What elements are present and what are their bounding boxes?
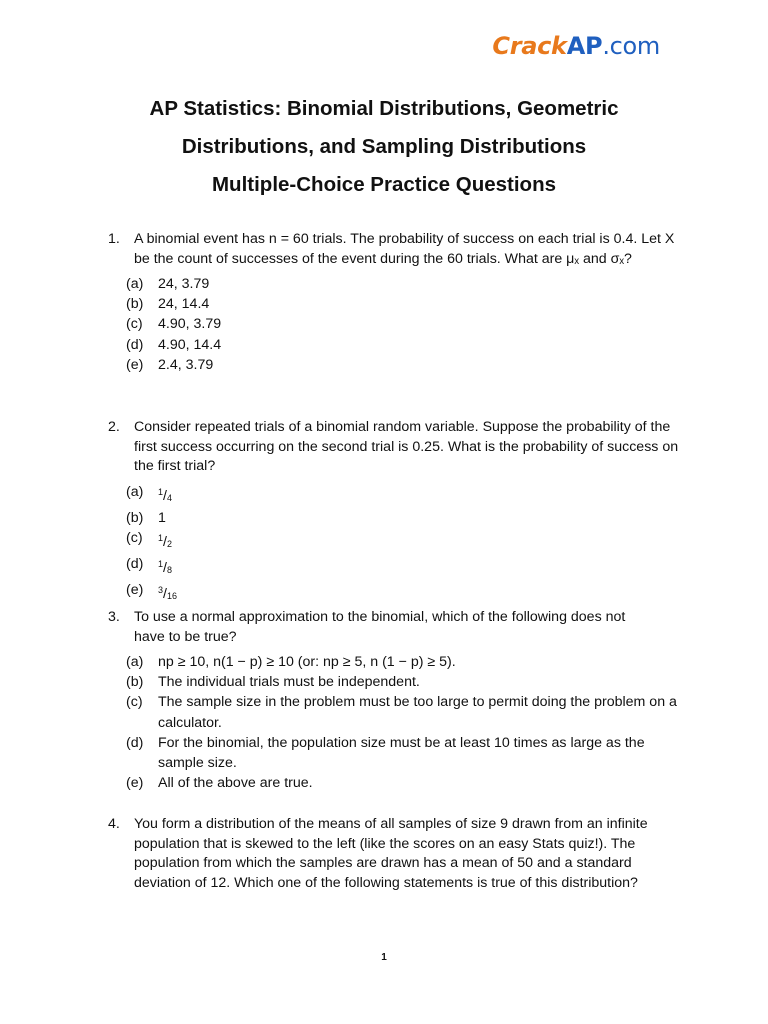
page-number: 1 [381, 952, 387, 963]
fraction-denominator: 8 [166, 565, 172, 576]
option-fraction: $^1/_4$ [158, 486, 172, 504]
option-c [126, 528, 688, 554]
option-c [126, 692, 688, 732]
question-stem: To use a normal approximation to the binomial, which of the following does not have to be true? [134, 609, 626, 645]
logo-ap: AP [566, 32, 603, 60]
option-letter: (b) [126, 674, 144, 691]
option-b [126, 294, 688, 314]
question-3 [108, 608, 688, 793]
fraction-numerator: 1 [158, 486, 164, 497]
fraction-denominator: 2 [166, 538, 172, 549]
question-number: 3. [108, 609, 120, 625]
option-letter: (d) [126, 734, 144, 751]
option-e [126, 580, 688, 606]
option-letter: (a) [126, 654, 144, 670]
option-d [126, 733, 688, 773]
option-letter: (b) [126, 509, 144, 526]
fraction-numerator: 1 [158, 559, 164, 570]
option-letter: (e) [126, 775, 144, 792]
crackap-logo [492, 32, 660, 60]
question-stem: Consider repeated trials of a binomial random variable. Suppose the probability of the first success occurring on the second trial is 0.25. What is the probability of success on the first trial? [134, 419, 679, 474]
option-letter: (d) [126, 336, 144, 353]
option-text: All of the above are true. [158, 775, 313, 792]
option-fraction: $^1/_2$ [158, 532, 172, 550]
option-b [126, 672, 688, 692]
option-fraction: $^1/_8$ [158, 559, 172, 577]
option-b [126, 508, 688, 528]
option-letter: (e) [126, 582, 144, 599]
document-title [0, 90, 768, 204]
option-list [126, 652, 688, 793]
option-text: 24, 3.79 [158, 276, 210, 292]
option-a [126, 482, 688, 508]
option-text: np ≥ 10, n(1 − p) ≥ 10 (or: np ≥ 5, n (1 − p) ≥ 5). [158, 654, 456, 670]
option-letter: (a) [126, 483, 144, 500]
title-line-1: AP Statistics: Binomial Distributions, Geometric [149, 97, 619, 120]
option-d [126, 335, 688, 355]
fraction-numerator: 3 [158, 585, 164, 596]
option-letter: (a) [126, 276, 144, 292]
option-text: 1 [158, 509, 166, 526]
option-fraction: $^3/_{16}$ [158, 585, 177, 603]
question-4 [108, 815, 688, 893]
fraction-denominator: 16 [166, 591, 177, 602]
option-letter: (e) [126, 356, 144, 373]
option-letter: (c) [126, 529, 143, 546]
option-text: 4.90, 3.79 [158, 316, 222, 333]
option-text: 4.90, 14.4 [158, 336, 222, 353]
option-list [126, 482, 688, 607]
option-text: The sample size in the problem must be too large to permit doing the problem on a calculator. [158, 694, 677, 731]
question-2 [108, 418, 688, 607]
option-text: For the binomial, the population size must be at least 10 times as large as the sample size. [158, 734, 645, 772]
option-letter: (b) [126, 296, 144, 313]
option-letter: (d) [126, 556, 144, 573]
option-d [126, 554, 688, 580]
question-stem: A binomial event has n = 60 trials. The probability of success on each trial is 0.4. Let X be the count of successes of the event during the 60 trials. What are μₓ and σₓ? [134, 231, 675, 267]
option-text: 2.4, 3.79 [158, 356, 214, 373]
option-letter: (c) [126, 316, 143, 333]
question-number: 2. [108, 419, 120, 435]
option-c [126, 314, 688, 334]
question-stem: You form a distribution of the means of all samples of size 9 drawn from an infinite population that is skewed to the left (like the scores on an easy Stats quiz!). The population from which the samples are drawn has a mean of 50 and a standard deviation of 12. Which one of the following statements is true of this distribution? [134, 816, 648, 891]
option-letter: (c) [126, 694, 143, 711]
logo-dotcom: .com [602, 32, 660, 60]
option-a [126, 652, 688, 672]
title-line-2: Distributions, and Sampling Distributions [181, 135, 587, 158]
title-line-3: Multiple-Choice Practice Questions [211, 173, 556, 196]
option-text: 24, 14.4 [158, 296, 210, 313]
question-number: 4. [108, 816, 120, 832]
option-e [126, 773, 688, 793]
option-a [126, 274, 688, 294]
fraction-numerator: 1 [158, 532, 164, 543]
option-e [126, 355, 688, 375]
question-number: 1. [108, 231, 120, 247]
option-list [126, 274, 688, 375]
question-1 [108, 230, 688, 375]
fraction-denominator: 4 [166, 492, 172, 503]
logo-crack: Crack [492, 32, 567, 60]
option-text: The individual trials must be independent. [158, 674, 420, 691]
